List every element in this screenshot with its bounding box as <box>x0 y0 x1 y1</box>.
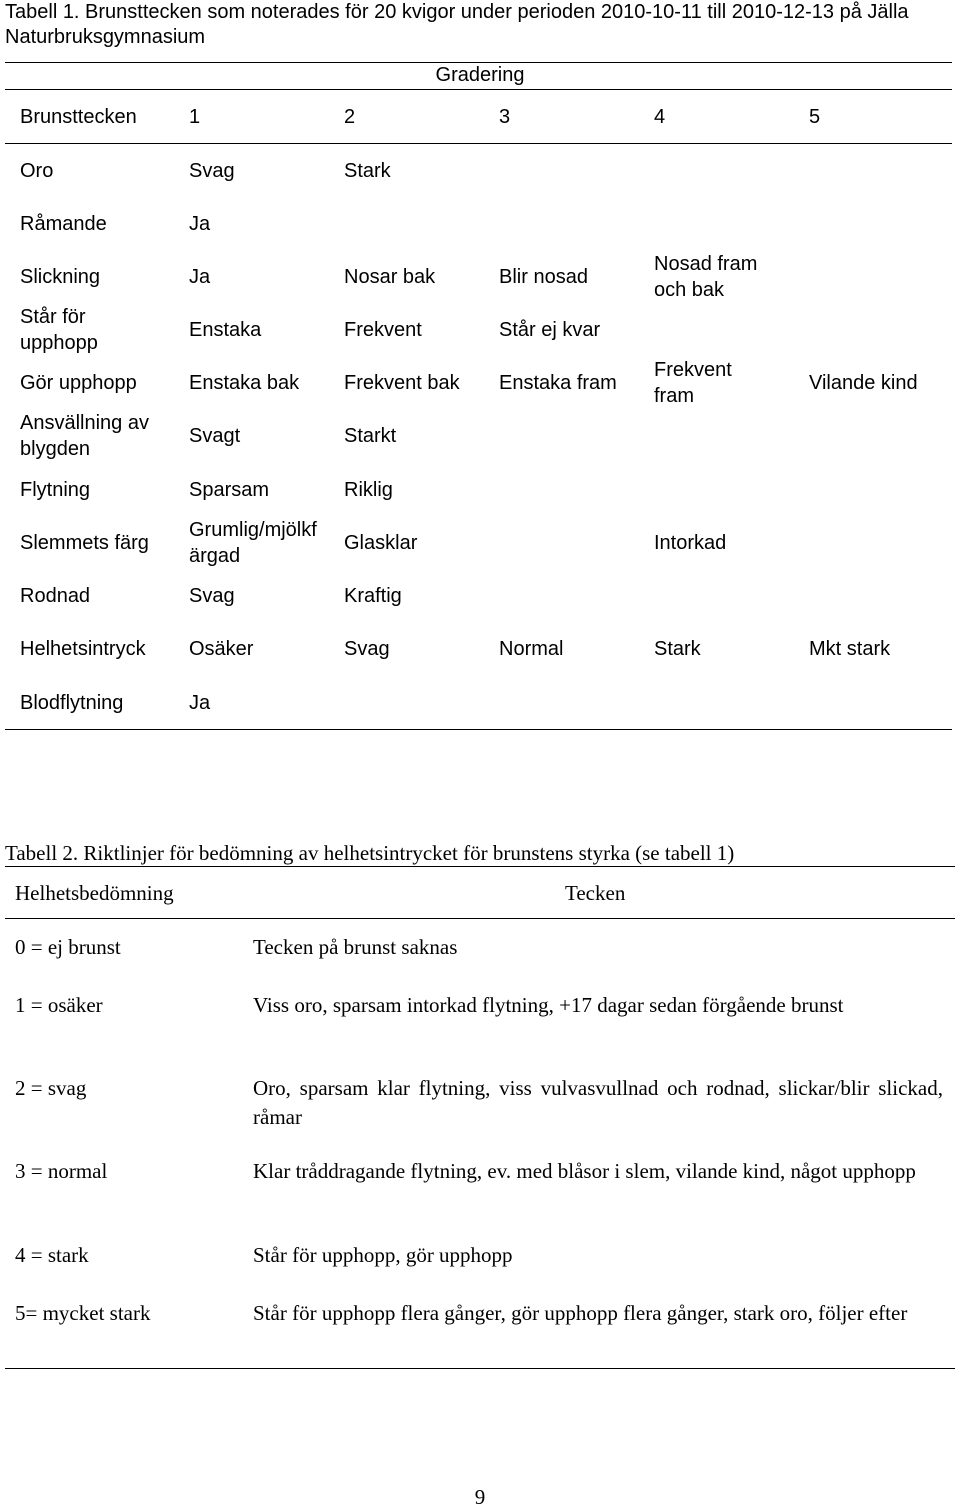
table1-row-sign: Helhetsintryck <box>20 638 146 660</box>
table1-cell: Ja <box>189 213 211 235</box>
table1-header-grade-2: 2 <box>344 106 356 128</box>
table1-cell: Svag <box>344 638 390 660</box>
table1-cell: Osäker <box>189 638 254 660</box>
table2-row-signs: Oro, sparsam klar flytning, viss vulvasvullnad och rodnad, slickar/blir slickad, råmar <box>253 1076 943 1129</box>
table1-group-header: Gradering <box>435 64 525 86</box>
table1-row-sign: Råmande <box>20 213 107 235</box>
table1-header-sign: Brunsttecken <box>20 106 137 128</box>
table2-row-signs: Viss oro, sparsam intorkad flytning, +17 dagar sedan förgående brunst <box>253 993 844 1017</box>
table1-row-sign: Oro <box>20 160 54 182</box>
table1-cell: Enstaka <box>189 319 262 341</box>
table1-caption: Tabell 1. Brunsttecken som noterades för 20 kvigor under perioden 2010-10-11 till 2010-12-13 på Jälla Naturbruksgymnasium <box>5 1 909 48</box>
table1-cell: Frekvent fram <box>654 359 732 407</box>
table1-bottom-rule <box>5 729 952 730</box>
table2-header-left: Helhetsbedömning <box>15 881 174 905</box>
table1-cell: Svag <box>189 160 235 182</box>
table1-cell: Frekvent <box>344 319 422 341</box>
table1-header-grade-3: 3 <box>499 106 511 128</box>
table1-row-sign: Rodnad <box>20 585 91 607</box>
table2-header-right: Tecken <box>565 881 626 905</box>
table1-cell: Mkt stark <box>809 638 891 660</box>
table1-cell: Blir nosad <box>499 266 588 288</box>
table1-row-sign: Slickning <box>20 266 101 288</box>
table1-group-rule <box>5 89 952 90</box>
table2-row-signs: Står för upphopp, gör upphopp <box>253 1243 513 1267</box>
table1-cell: Ja <box>189 692 211 714</box>
table1-header-grade-5: 5 <box>809 106 821 128</box>
table1-cell: Stark <box>344 160 391 182</box>
table1-cell: Kraftig <box>344 585 402 607</box>
table1-cell: Enstaka fram <box>499 372 617 394</box>
table2-caption: Tabell 2. Riktlinjer för bedömning av helhetsintrycket för brunstens styrka (se tabell 1) <box>5 841 735 865</box>
table1-cell: Grumlig/mjölkfärgad <box>189 519 317 567</box>
table1-cell: Svag <box>189 585 235 607</box>
table2-row-signs: Står för upphopp flera gånger, gör upphopp flera gånger, stark oro, följer efter <box>253 1301 908 1325</box>
table1-cell: Nosar bak <box>344 266 436 288</box>
table2-row-grade: 0 = ej brunst <box>15 935 121 959</box>
table1-row-sign: Gör upphopp <box>20 372 137 394</box>
table1-cell: Nosad fram och bak <box>654 253 758 301</box>
table1-cell: Frekvent bak <box>344 372 460 394</box>
table1-header-grade-1: 1 <box>189 106 201 128</box>
table1-row-sign: Står för upphopp <box>20 306 98 354</box>
table1-cell: Intorkad <box>654 532 727 554</box>
table2-row-grade: 4 = stark <box>15 1243 89 1267</box>
table1-row-sign: Flytning <box>20 479 91 501</box>
table1-cell: Sparsam <box>189 479 270 501</box>
table2-row-signs: Tecken på brunst saknas <box>253 935 458 959</box>
page-number: 9 <box>474 1485 486 1509</box>
table1 <box>0 0 960 740</box>
table2-row-signs: Klar tråddragande flytning, ev. med blåsor i slem, vilande kind, något upphopp <box>253 1159 916 1183</box>
table1-cell: Glasklar <box>344 532 418 554</box>
table1-cell: Svagt <box>189 425 241 447</box>
table2-bottom-rule <box>5 1368 955 1369</box>
table2-row-grade: 3 = normal <box>15 1159 108 1183</box>
table1-cell: Starkt <box>344 425 397 447</box>
table1-row-sign: Blodflytning <box>20 692 124 714</box>
table1-cell: Enstaka bak <box>189 372 300 394</box>
table1-header-grade-4: 4 <box>654 106 666 128</box>
table2-row-grade: 2 = svag <box>15 1076 87 1100</box>
table1-cell: Stark <box>654 638 701 660</box>
table2-top-rule <box>5 866 955 867</box>
table1-cell: Vilande kind <box>809 372 918 394</box>
table1-cell: Ja <box>189 266 211 288</box>
table1-cell: Riklig <box>344 479 393 501</box>
table1-header-rule <box>5 143 952 144</box>
table1-cell: Normal <box>499 638 564 660</box>
table2-row-grade: 5= mycket stark <box>15 1301 151 1325</box>
table2-row-grade: 1 = osäker <box>15 993 103 1017</box>
table1-cell: Står ej kvar <box>499 319 601 341</box>
table1-row-sign: Slemmets färg <box>20 532 149 554</box>
table2-header-rule <box>5 918 955 919</box>
table1-row-sign: Ansvällning av blygden <box>20 412 149 460</box>
